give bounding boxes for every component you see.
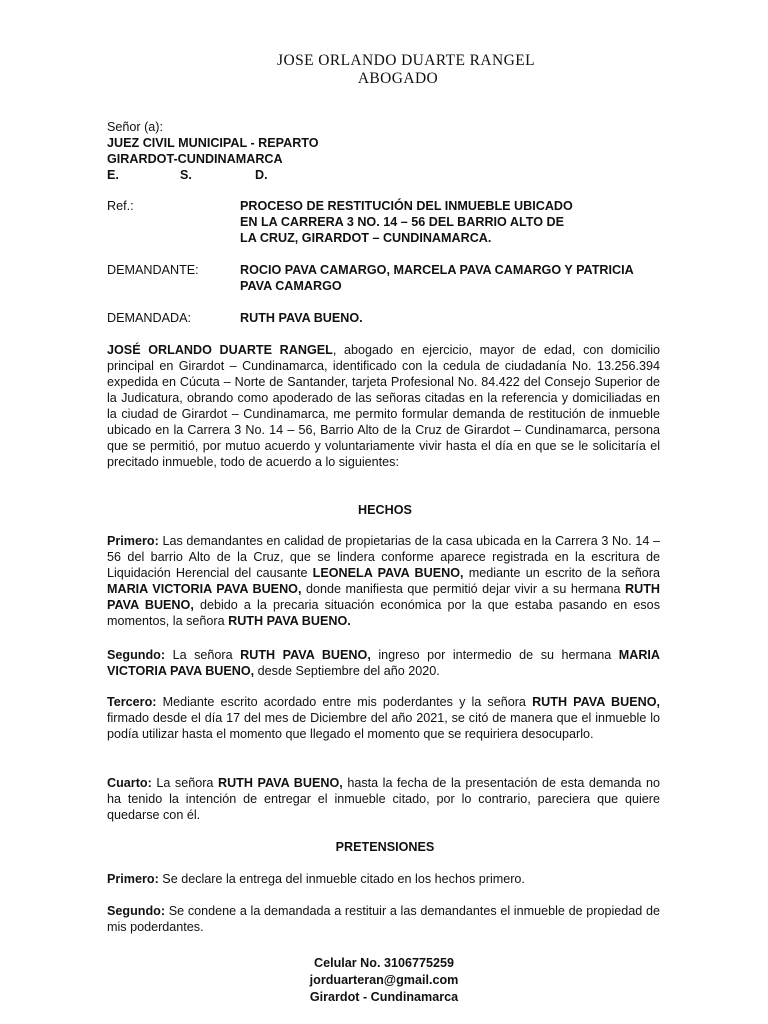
esd-e: E. (107, 168, 119, 182)
ref-line-2: EN LA CARRERA 3 NO. 14 – 56 DEL BARRIO ALTO DE (240, 215, 564, 229)
hecho-text: La señora (151, 776, 218, 790)
intro-paragraph (107, 342, 660, 470)
party-name: LEONELA PAVA BUENO, (312, 566, 464, 580)
hecho-label: Cuarto: (107, 776, 152, 790)
hecho-tercero (107, 694, 660, 742)
party-name: RUTH PAVA BUENO. (228, 614, 351, 628)
pretension-label: Primero: (107, 872, 159, 886)
hecho-segundo (107, 647, 660, 679)
party-name: RUTH PAVA BUENO, (107, 582, 661, 612)
footer-city: Girardot - Cundinamarca (309, 990, 459, 1004)
hecho-primero (107, 533, 660, 629)
hecho-text: firmado desde el día 17 del mes de Diciembre del año 2021, se citó de manera que el inmueble lo podía utilizar hasta el momento que llegado el momento que se requiriera desocuparlo. (107, 711, 660, 741)
demandada-value: RUTH PAVA BUENO. (240, 311, 363, 325)
addressee-line-1: JUEZ CIVIL MUNICIPAL - REPARTO (107, 136, 319, 150)
lawyer-title: ABOGADO (357, 70, 439, 87)
pretension-segundo (107, 903, 660, 935)
pretensiones-heading: PRETENSIONES (335, 840, 435, 854)
hecho-text: donde manifiesta que permitió dejar vivir a su hermana (301, 582, 626, 596)
pretension-text: Se condene a la demandada a restituir a las demandantes el inmueble de propiedad de mis poderdantes. (107, 904, 660, 934)
hecho-text: La señora (165, 648, 241, 662)
party-name: RUTH PAVA BUENO, (240, 648, 371, 662)
hecho-label: Primero: (107, 534, 159, 548)
pretension-text: Se declare la entrega del inmueble citado en los hechos primero. (158, 872, 525, 886)
esd-d: D. (255, 168, 268, 182)
demandante-label: DEMANDANTE: (107, 263, 199, 277)
party-name: RUTH PAVA BUENO, (532, 695, 661, 709)
hecho-cuarto (107, 775, 660, 823)
demandante-line-2: PAVA CAMARGO (240, 279, 342, 293)
footer-email: jorduarteran@gmail.com (309, 973, 459, 987)
pretension-primero (107, 871, 660, 887)
ref-line-1: PROCESO DE RESTITUCIÓN DEL INMUEBLE UBICADO (240, 199, 573, 213)
salutation: Señor (a): (107, 120, 163, 134)
hecho-text: mediante un escrito de la señora (463, 566, 660, 580)
hecho-text: hasta la fecha de la presentación de esta demanda no ha tenido la intención de entregar el inmueble citado, por lo contrario, pareciera que quiere quedarse con él. (107, 776, 661, 822)
ref-label: Ref.: (107, 199, 134, 213)
hechos-heading: HECHOS (358, 503, 412, 517)
addressee-line-2: GIRARDOT-CUNDINAMARCA (107, 152, 283, 166)
hecho-text: desde Septiembre del año 2020. (254, 664, 440, 678)
lawyer-name: JOSE ORLANDO DUARTE RANGEL (277, 52, 535, 69)
hecho-text: Las demandantes en calidad de propietarias de la casa ubicada en la Carrera 3 No. 14 – 56 del barrio Alto de la Cruz, que se lindera conforme aparece registrada en la escritura de Liquidación Herencial del causante (107, 534, 660, 580)
intro-text: , abogado en ejercicio, mayor de edad, con domicilio principal en Girardot – Cundinamarca, identificado con la cedula de ciudadanía No. 13.256.394 expedida en Cúcuta – Norte de Santander, tarjeta Profesional No. 84.422 del Consejo Superior de la Judicatura, obrando como apoderado de las señoras citadas en la referencia y domiciliadas en la ciudad de Girardot – Cundinamarca, me permito formular demanda de restitución de inmueble ubicado en la Carrera 3 No. 14 – 56, Barrio Alto de la Cruz de Girardot – Cundinamarca, persona que se permitió, por mutuo acuerdo y voluntariamente vivir hasta el día en que se le solicitaría el precitado inmueble, todo de acuerdo a lo siguientes: (107, 343, 661, 469)
hecho-label: Tercero: (107, 695, 157, 709)
hecho-text: Mediante escrito acordado entre mis poderdantes y la señora (156, 695, 533, 709)
demandada-label: DEMANDADA: (107, 311, 191, 325)
demandante-line-1: ROCIO PAVA CAMARGO, MARCELA PAVA CAMARGO Y PATRICIA (240, 263, 634, 277)
party-name: MARIA VICTORIA PAVA BUENO, (107, 648, 661, 678)
party-name: RUTH PAVA BUENO, (217, 776, 343, 790)
ref-line-3: LA CRUZ, GIRARDOT – CUNDINAMARCA. (240, 231, 492, 245)
esd-s: S. (180, 168, 192, 182)
hecho-text: ingreso por intermedio de su hermana (370, 648, 619, 662)
hecho-label: Segundo: (107, 648, 166, 662)
footer-phone: Celular No. 3106775259 (313, 956, 455, 970)
intro-name: JOSÉ ORLANDO DUARTE RANGEL (107, 343, 333, 357)
hecho-text: debido a la precaria situación económica por la que estaba pasando en esos momentos, la señora (107, 598, 660, 628)
party-name: MARIA VICTORIA PAVA BUENO, (107, 582, 302, 596)
pretension-label: Segundo: (107, 904, 166, 918)
